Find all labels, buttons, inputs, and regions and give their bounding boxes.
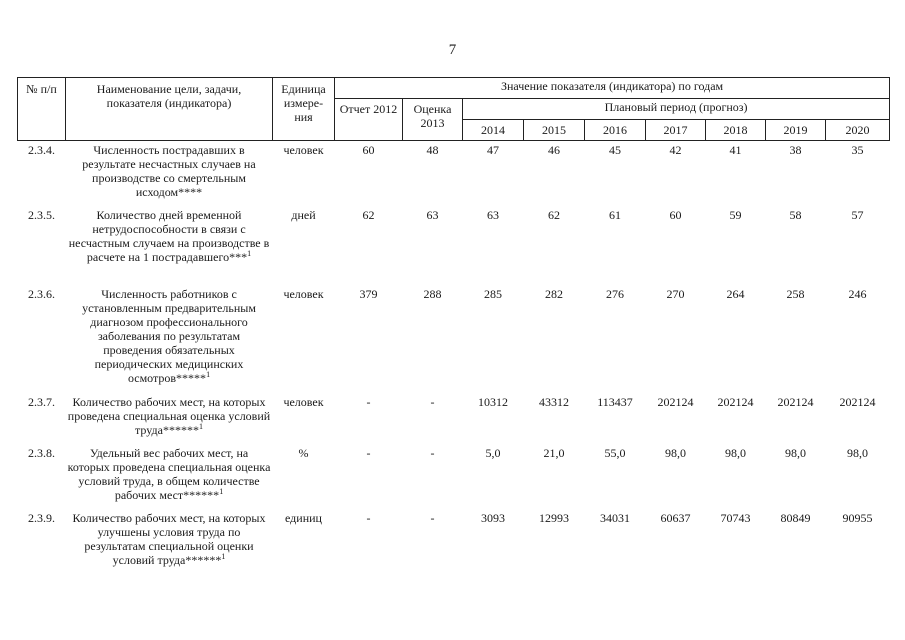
row-value: 59 [729, 208, 742, 222]
page-number: 7 [448, 42, 457, 58]
row-value: 61 [609, 208, 621, 222]
row-number: 2.3.4. [28, 143, 55, 157]
row-value: 270 [666, 287, 685, 301]
row-value: 90955 [842, 511, 873, 525]
row-value: 62 [362, 208, 375, 222]
row-value: - [366, 446, 371, 460]
header-estimate: Оценка 2013 [403, 99, 463, 141]
row-value: 285 [484, 287, 502, 301]
row-number: 2.3.5. [28, 208, 55, 222]
header-name: Наименование цели, задачи, показателя (индикатора) [66, 78, 273, 141]
row-value: 80849 [780, 511, 811, 525]
row-number: 2.3.7. [28, 395, 55, 409]
row-unit: % [298, 446, 309, 460]
header-year: 2017 [646, 120, 706, 141]
row-unit: единиц [285, 511, 322, 525]
row-value: 48 [426, 143, 439, 157]
row-unit: человек [283, 287, 324, 301]
row-value: 264 [726, 287, 745, 301]
row-value: 276 [606, 287, 624, 301]
row-value: 202124 [839, 395, 876, 409]
row-name: Количество рабочих мест, на которых проведена специальная оценка условий труда******$^1$ [67, 395, 271, 437]
row-value: 35 [851, 143, 864, 157]
header-year: 2016 [585, 120, 646, 141]
row-value: 38 [789, 143, 802, 157]
header-report: Отчет 2012 [335, 99, 403, 141]
row-value: 21,0 [543, 446, 565, 460]
row-value: 12993 [539, 511, 569, 525]
table-row [18, 285, 890, 393]
row-value: 288 [423, 287, 442, 301]
row-value: 46 [548, 143, 560, 157]
row-value: 60 [362, 143, 375, 157]
table-row [18, 509, 890, 571]
header-year: 2019 [766, 120, 826, 141]
row-number: 2.3.6. [28, 287, 55, 301]
row-value: 55,0 [604, 446, 626, 460]
row-value: 10312 [478, 395, 508, 409]
row-value: 379 [359, 287, 378, 301]
row-value: 246 [848, 287, 867, 301]
row-value: 42 [669, 143, 682, 157]
row-value: 57 [851, 208, 864, 222]
row-value: 98,0 [725, 446, 746, 460]
header-year: 2018 [706, 120, 766, 141]
header-year: 2014 [463, 120, 524, 141]
row-value: 202124 [777, 395, 814, 409]
indicator-table [17, 77, 890, 571]
row-name: Количество рабочих мест, на которых улучшены условия труда по результатам специальной оценки условий труда******$^1$ [72, 511, 266, 567]
header-year: 2015 [524, 120, 585, 141]
row-unit: человек [283, 395, 324, 409]
row-name: Удельный вес рабочих мест, на которых проведена специальная оценка условий труда, в общем количестве рабочих мест******$^1$ [67, 446, 271, 502]
row-value: 62 [548, 208, 560, 222]
row-value: 43312 [539, 395, 569, 409]
row-value: 41 [729, 143, 742, 157]
row-value: 34031 [600, 511, 630, 525]
row-number: 2.3.9. [28, 511, 55, 525]
table-row [18, 393, 890, 444]
row-value: 258 [786, 287, 805, 301]
row-value: - [430, 395, 435, 409]
row-value: 63 [426, 208, 439, 222]
row-value: 5,0 [485, 446, 501, 460]
table-row [18, 141, 890, 207]
row-value: 47 [487, 143, 499, 157]
row-value: 63 [487, 208, 499, 222]
row-value: 98,0 [847, 446, 869, 460]
row-unit: дней [291, 208, 316, 222]
row-name: Количество дней временной нетрудоспособности в связи с несчастным случаем на производстве в расчете на 1 пострадавшего***$^1$ [68, 208, 270, 264]
header-year: 2020 [826, 120, 890, 141]
row-value: 58 [789, 208, 802, 222]
row-value: - [430, 511, 435, 525]
row-value: 98,0 [665, 446, 686, 460]
table-row [18, 444, 890, 509]
row-value: - [366, 395, 371, 409]
row-name: Численность пострадавших в результате несчастных случаев на производстве со смертельным исходом**** [82, 143, 256, 199]
row-value: 60 [669, 208, 682, 222]
row-value: 98,0 [785, 446, 806, 460]
row-value: - [366, 511, 371, 525]
row-number: 2.3.8. [28, 446, 55, 460]
header-unit: Единица измере-ния [273, 78, 335, 141]
header-num: № п/п [18, 78, 66, 141]
header-values: Значение показателя (индикатора) по годам [335, 78, 890, 99]
row-value: 113437 [597, 395, 633, 409]
row-value: 45 [609, 143, 621, 157]
row-name: Численность работников с установленным предварительным диагнозом профессионального заболевания по результатам проведения обязательных периодических медицинских осмотров*****$^1$ [82, 287, 256, 385]
table-row [18, 206, 890, 285]
row-value: 70743 [720, 511, 751, 525]
row-value: - [430, 446, 435, 460]
row-unit: человек [283, 143, 324, 157]
row-value: 202124 [657, 395, 694, 409]
row-value: 60637 [660, 511, 691, 525]
header-plan: Плановый период (прогноз) [463, 99, 890, 120]
row-value: 202124 [717, 395, 754, 409]
row-value: 3093 [481, 511, 505, 525]
row-value: 282 [545, 287, 563, 301]
